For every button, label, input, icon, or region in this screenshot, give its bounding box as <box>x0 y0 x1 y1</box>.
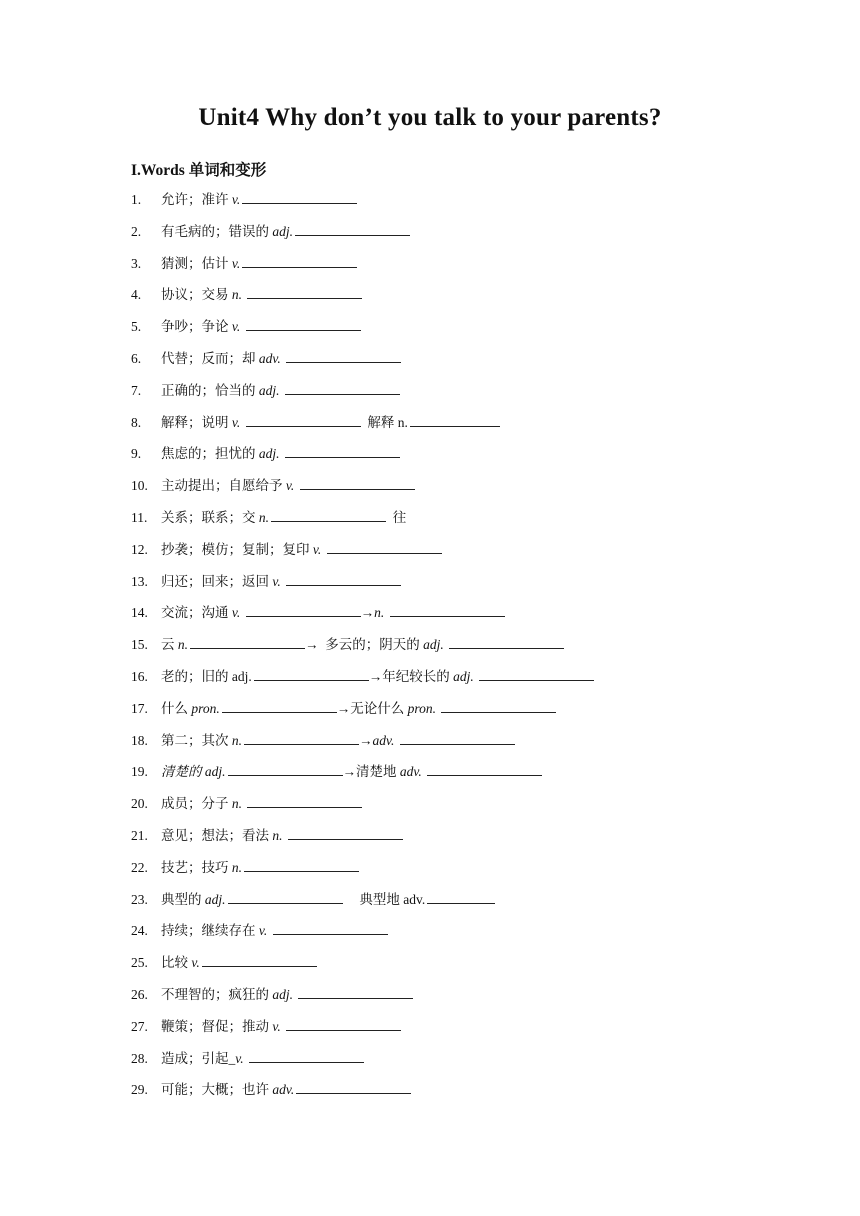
answer-blank[interactable] <box>202 952 317 967</box>
item-text: 持续；继续存在 <box>161 923 259 939</box>
item-text: 云 <box>161 637 178 653</box>
part-of-speech: adj. <box>204 891 226 907</box>
item-text: 往 <box>386 509 407 525</box>
word-item <box>131 1048 771 1080</box>
item-number: 11. <box>131 509 148 525</box>
part-of-speech: n. <box>374 605 388 621</box>
word-item <box>131 253 771 285</box>
answer-blank[interactable] <box>285 380 400 395</box>
answer-blank[interactable] <box>286 1016 401 1031</box>
answer-blank[interactable] <box>390 602 505 617</box>
item-text: 比较 <box>161 955 192 971</box>
answer-blank[interactable] <box>273 920 388 935</box>
part-of-speech: adj. <box>272 223 294 239</box>
item-text: →清楚地 <box>342 764 400 780</box>
item-content <box>161 984 413 1006</box>
item-number: 19. <box>131 764 148 780</box>
word-item <box>131 1079 771 1111</box>
item-text: 关系；联系；交 <box>161 509 259 525</box>
word-item <box>131 984 771 1016</box>
part-of-speech: pron. <box>407 700 440 716</box>
item-text: 焦虑的；担忧的 <box>161 446 259 462</box>
item-text: 典型的 <box>161 891 205 907</box>
part-of-speech: v. <box>231 255 241 271</box>
word-item <box>131 475 771 507</box>
item-text: 典型地 adv. <box>342 891 426 907</box>
part-of-speech: n. <box>258 509 269 525</box>
part-of-speech: adj. <box>258 446 283 462</box>
item-text: 争吵；争论 <box>161 319 232 335</box>
item-content <box>161 889 495 911</box>
part-of-speech: adv. <box>272 1082 295 1098</box>
page-title: Unit4 Why don’t you talk to your parents? <box>198 104 662 131</box>
item-number: 22. <box>131 859 148 875</box>
part-of-speech: adv. <box>258 350 285 366</box>
item-number: 13. <box>131 573 148 589</box>
part-of-speech: adj. <box>272 986 297 1002</box>
item-text: 成员；分子 <box>161 796 232 812</box>
item-content <box>161 284 362 306</box>
word-item <box>131 602 771 634</box>
item-number: 20. <box>131 796 148 812</box>
part-of-speech: v. <box>231 414 244 430</box>
item-text: 第二；其次 <box>161 732 232 748</box>
item-number: 25. <box>131 955 148 971</box>
part-of-speech: adj. <box>453 668 478 684</box>
part-of-speech: n. <box>231 287 246 303</box>
item-number: 5. <box>131 319 142 335</box>
word-item <box>131 634 771 666</box>
item-content <box>161 412 500 434</box>
answer-blank[interactable] <box>427 761 542 776</box>
item-number: 15. <box>131 637 148 653</box>
part-of-speech: pron. <box>191 700 220 716</box>
item-number: 3. <box>131 255 142 271</box>
word-item <box>131 666 771 698</box>
item-number: 4. <box>131 287 142 303</box>
item-text: 归还；回来；返回 <box>161 573 273 589</box>
answer-blank[interactable] <box>286 348 401 363</box>
word-item <box>131 793 771 825</box>
item-text: 允许；准许 <box>161 192 232 207</box>
item-number: 23. <box>131 891 148 907</box>
item-number: 8. <box>131 414 142 430</box>
item-text: → 多云的；阴天的 <box>305 637 424 653</box>
word-item <box>131 761 771 793</box>
word-item <box>131 920 771 952</box>
answer-blank[interactable] <box>242 253 357 268</box>
item-number: 9. <box>131 446 142 462</box>
part-of-speech: v. <box>285 478 298 494</box>
word-item <box>131 380 771 412</box>
word-item <box>131 539 771 571</box>
answer-blank[interactable] <box>249 1048 364 1063</box>
item-content <box>161 189 357 211</box>
item-number: 24. <box>131 923 148 939</box>
word-item <box>131 507 771 539</box>
item-text: → <box>359 732 373 748</box>
item-number: 1. <box>131 192 142 207</box>
section-heading: I.Words 单词和变形 <box>131 162 267 179</box>
item-text: 正确的；恰当的 <box>161 382 259 398</box>
word-item <box>131 698 771 730</box>
word-item <box>131 348 771 380</box>
answer-blank[interactable] <box>400 730 515 745</box>
item-content <box>161 221 410 243</box>
item-number: 16. <box>131 668 148 684</box>
item-number: 21. <box>131 827 148 843</box>
answer-blank[interactable] <box>271 507 386 522</box>
item-text: 解释 n. <box>360 414 408 430</box>
item-number: 6. <box>131 350 142 366</box>
word-list <box>131 189 771 1111</box>
answer-blank[interactable] <box>246 602 361 617</box>
answer-blank[interactable] <box>228 761 343 776</box>
part-of-speech: v. <box>258 923 271 939</box>
item-content <box>161 380 400 402</box>
item-number: 18. <box>131 732 148 748</box>
answer-blank[interactable] <box>427 889 495 904</box>
part-of-speech: n. <box>231 796 246 812</box>
item-content <box>161 253 357 275</box>
part-of-speech: v. <box>272 1018 285 1034</box>
word-item <box>131 221 771 253</box>
part-of-speech: adv. <box>399 764 426 780</box>
item-number: 28. <box>131 1050 148 1066</box>
item-text: 猜测；估计 <box>161 255 232 271</box>
item-text: 什么 <box>161 700 192 716</box>
item-content <box>161 920 388 942</box>
word-item <box>131 857 771 889</box>
part-of-speech: v. <box>231 319 244 335</box>
item-content <box>161 825 403 847</box>
answer-blank[interactable] <box>247 793 362 808</box>
part-of-speech: v. <box>272 573 285 589</box>
item-content <box>161 634 564 656</box>
word-item <box>131 1016 771 1048</box>
item-content <box>161 348 401 370</box>
item-content <box>161 316 361 338</box>
word-item <box>131 952 771 984</box>
part-of-speech: n. <box>272 827 286 843</box>
item-number: 12. <box>131 541 148 557</box>
answer-blank[interactable] <box>247 284 362 299</box>
part-of-speech: n. <box>177 637 188 653</box>
answer-blank[interactable] <box>190 634 305 649</box>
item-number: 17. <box>131 700 148 716</box>
answer-blank[interactable] <box>300 475 415 490</box>
item-text: 交流；沟通 <box>161 605 232 621</box>
item-content <box>161 761 542 783</box>
item-content <box>161 602 505 624</box>
item-content <box>161 539 442 561</box>
item-content <box>161 443 400 465</box>
item-content <box>161 571 401 593</box>
answer-blank[interactable] <box>298 984 413 999</box>
item-text: → <box>360 605 375 621</box>
answer-blank[interactable] <box>244 857 359 872</box>
word-item <box>131 284 771 316</box>
answer-blank[interactable] <box>449 634 564 649</box>
item-text: 解释；说明 <box>161 414 232 430</box>
item-content <box>161 507 406 529</box>
item-text: 主动提出；自愿给予 <box>161 478 286 494</box>
item-content <box>161 475 415 497</box>
answer-blank[interactable] <box>242 189 357 204</box>
item-content <box>161 952 317 974</box>
word-item <box>131 825 771 857</box>
part-of-speech: n. <box>231 859 242 875</box>
item-content <box>161 1016 401 1038</box>
answer-blank[interactable] <box>441 698 556 713</box>
answer-blank[interactable] <box>222 698 337 713</box>
item-content <box>161 793 362 815</box>
answer-blank[interactable] <box>244 730 359 745</box>
item-text: 老的；旧的 adj. <box>161 668 252 684</box>
item-number: 27. <box>131 1018 148 1034</box>
item-text: 协议；交易 <box>161 287 232 303</box>
item-text: 抄袭；模仿；复制；复印 <box>161 541 313 557</box>
item-text: →无论什么 <box>336 700 408 716</box>
item-content <box>161 730 515 752</box>
answer-blank[interactable] <box>254 666 369 681</box>
answer-blank[interactable] <box>296 1079 411 1094</box>
item-text: 可能；大概；也许 <box>161 1082 273 1098</box>
item-text: 鞭策；督促；推动 <box>161 1018 273 1034</box>
item-content <box>161 698 556 720</box>
answer-blank[interactable] <box>285 443 400 458</box>
item-content <box>161 857 359 879</box>
answer-blank[interactable] <box>228 889 343 904</box>
item-number: 29. <box>131 1082 148 1098</box>
item-text: 造成；引起_ <box>161 1050 236 1066</box>
part-of-speech: v. <box>312 541 325 557</box>
item-number: 7. <box>131 382 142 398</box>
word-item <box>131 571 771 603</box>
item-text: 有毛病的；错误的 <box>161 223 273 239</box>
answer-blank[interactable] <box>295 221 410 236</box>
answer-blank[interactable] <box>410 412 500 427</box>
part-of-speech: adv. <box>372 732 398 748</box>
item-content <box>161 1079 411 1101</box>
word-item <box>131 316 771 348</box>
item-number: 10. <box>131 478 148 494</box>
item-text: →年纪较长的 <box>368 668 454 684</box>
part-of-speech: v. <box>231 605 244 621</box>
word-item <box>131 730 771 762</box>
item-text: 技艺；技巧 <box>161 859 232 875</box>
item-number: 14. <box>131 605 148 621</box>
word-item <box>131 443 771 475</box>
item-text: 意见；想法；看法 <box>161 827 273 843</box>
word-item <box>131 889 771 921</box>
answer-blank[interactable] <box>286 571 401 586</box>
part-of-speech: adj. <box>258 382 283 398</box>
item-text: 不理智的；疯狂的 <box>161 986 273 1002</box>
answer-blank[interactable] <box>246 412 361 427</box>
answer-blank[interactable] <box>288 825 403 840</box>
item-number: 2. <box>131 223 142 239</box>
part-of-speech: v. <box>231 192 241 207</box>
item-content <box>161 1048 364 1070</box>
item-text: 代替；反而；却 <box>161 350 259 366</box>
part-of-speech: adj. <box>423 637 448 653</box>
item-number: 26. <box>131 986 148 1002</box>
answer-blank[interactable] <box>246 316 361 331</box>
answer-blank[interactable] <box>327 539 442 554</box>
part-of-speech: v. <box>235 1050 247 1066</box>
word-item <box>131 412 771 444</box>
part-of-speech: n. <box>231 732 242 748</box>
word-item <box>131 189 771 221</box>
part-of-speech: 清楚的 adj. <box>161 764 226 780</box>
answer-blank[interactable] <box>479 666 594 681</box>
item-content <box>161 666 594 688</box>
part-of-speech: v. <box>191 955 200 971</box>
